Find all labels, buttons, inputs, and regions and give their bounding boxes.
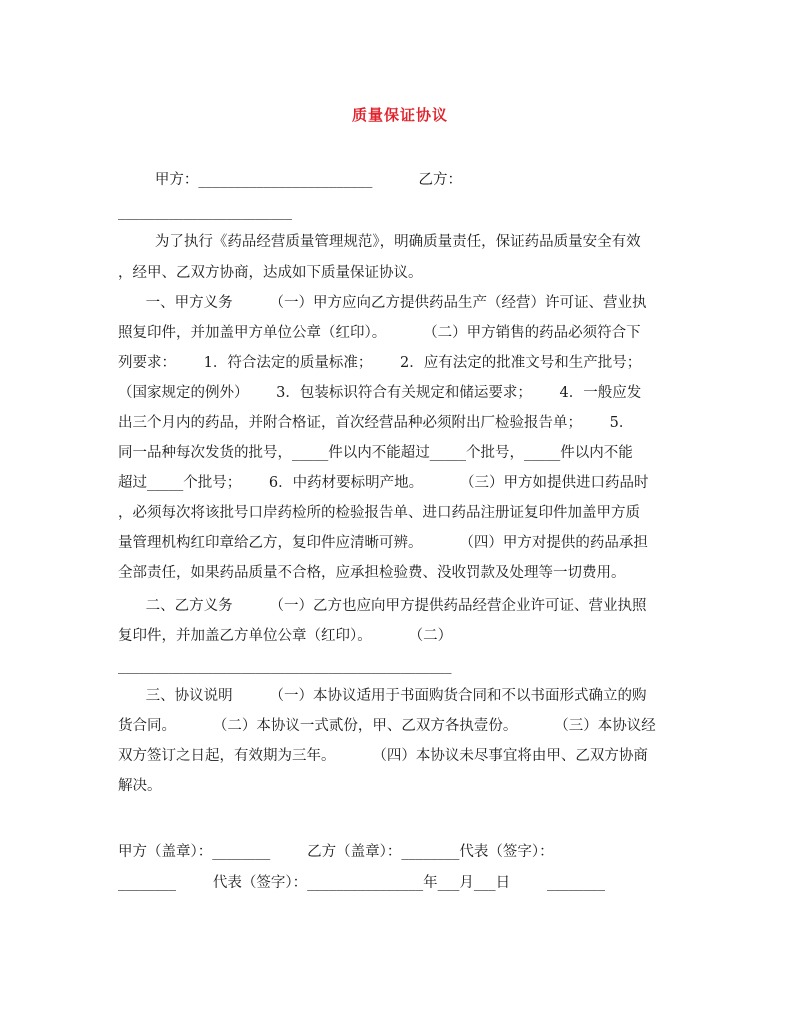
document-title: 质量保证协议 — [351, 106, 448, 124]
text-line: ______________________________________________ — [118, 658, 452, 674]
text-line: 列要求： 1．符合法定的质量标准； 2．应有法定的批准文号和生产批号； — [118, 355, 642, 371]
text-line: 照复印件，并加盖甲方单位公章（红印）。 （二）甲方销售的药品必须符合下 — [118, 325, 641, 341]
text-line: ，经甲、乙双方协商，达成如下质量保证协议。 — [118, 265, 423, 281]
text-line: ，必须每次将该批号口岸药检所的检验报告单、进口药品注册证复印件加盖甲方质 — [118, 505, 640, 521]
text-line: 甲方：________________________ 乙方： — [118, 172, 462, 188]
text-line: 出三个月内的药品，并附合格证，首次经营品种必须附出厂检验报告单； 5． — [118, 415, 634, 431]
text-line: 二、乙方义务 （一）乙方也应向甲方提供药品经营企业许可证、营业执照 — [118, 598, 647, 614]
signature-line: 甲方（盖章）：________ 乙方（盖章）：________代表（签字）： — [118, 844, 554, 860]
text-line: ________________________ — [118, 204, 292, 220]
text-line: 复印件，并加盖乙方单位公章（红印）。 （二） — [118, 628, 453, 644]
text-line: 全部责任，如果药品质量不合格，应承担检验费、没收罚款及处理等一切费用。 — [118, 565, 626, 581]
text-line: 解决。 — [118, 778, 162, 794]
text-line: 三、协议说明 （一）本协议适用于书面购货合同和不以书面形式确立的购 — [118, 688, 647, 704]
text-line: 超过_____个批号； 6．中药材要标明产地。 （三）甲方如提供进口药品时 — [118, 475, 649, 491]
text-line: 量管理机构红印章给乙方，复印件应清晰可辨。 （四）甲方对提供的药品承担 — [118, 535, 648, 551]
text-line: 双方签订之日起，有效期为三年。 （四）本协议未尽事宜将由甲、乙双方协商 — [118, 748, 648, 764]
text-line: 货合同。 （二）本协议一式贰份，甲、乙双方各执壹份。 （三）本协议经 — [118, 718, 656, 734]
text-line: 同一品种每次发货的批号，_____件以内不能超过_____个批号，_____件以内不能 — [118, 445, 633, 461]
text-line: 为了执行《药品经营质量管理规范》，明确质量责任，保证药品质量安全有效 — [118, 234, 641, 250]
text-line: 一、甲方义务 （一）甲方应向乙方提供药品生产（经营）许可证、营业执 — [118, 295, 647, 311]
signature-line: ________ 代表（签字）：________________年___月___日 ________ — [118, 875, 605, 891]
text-line: （国家规定的例外） 3．包装标识符合有关规定和储运要求； 4．一般应发 — [118, 385, 642, 401]
